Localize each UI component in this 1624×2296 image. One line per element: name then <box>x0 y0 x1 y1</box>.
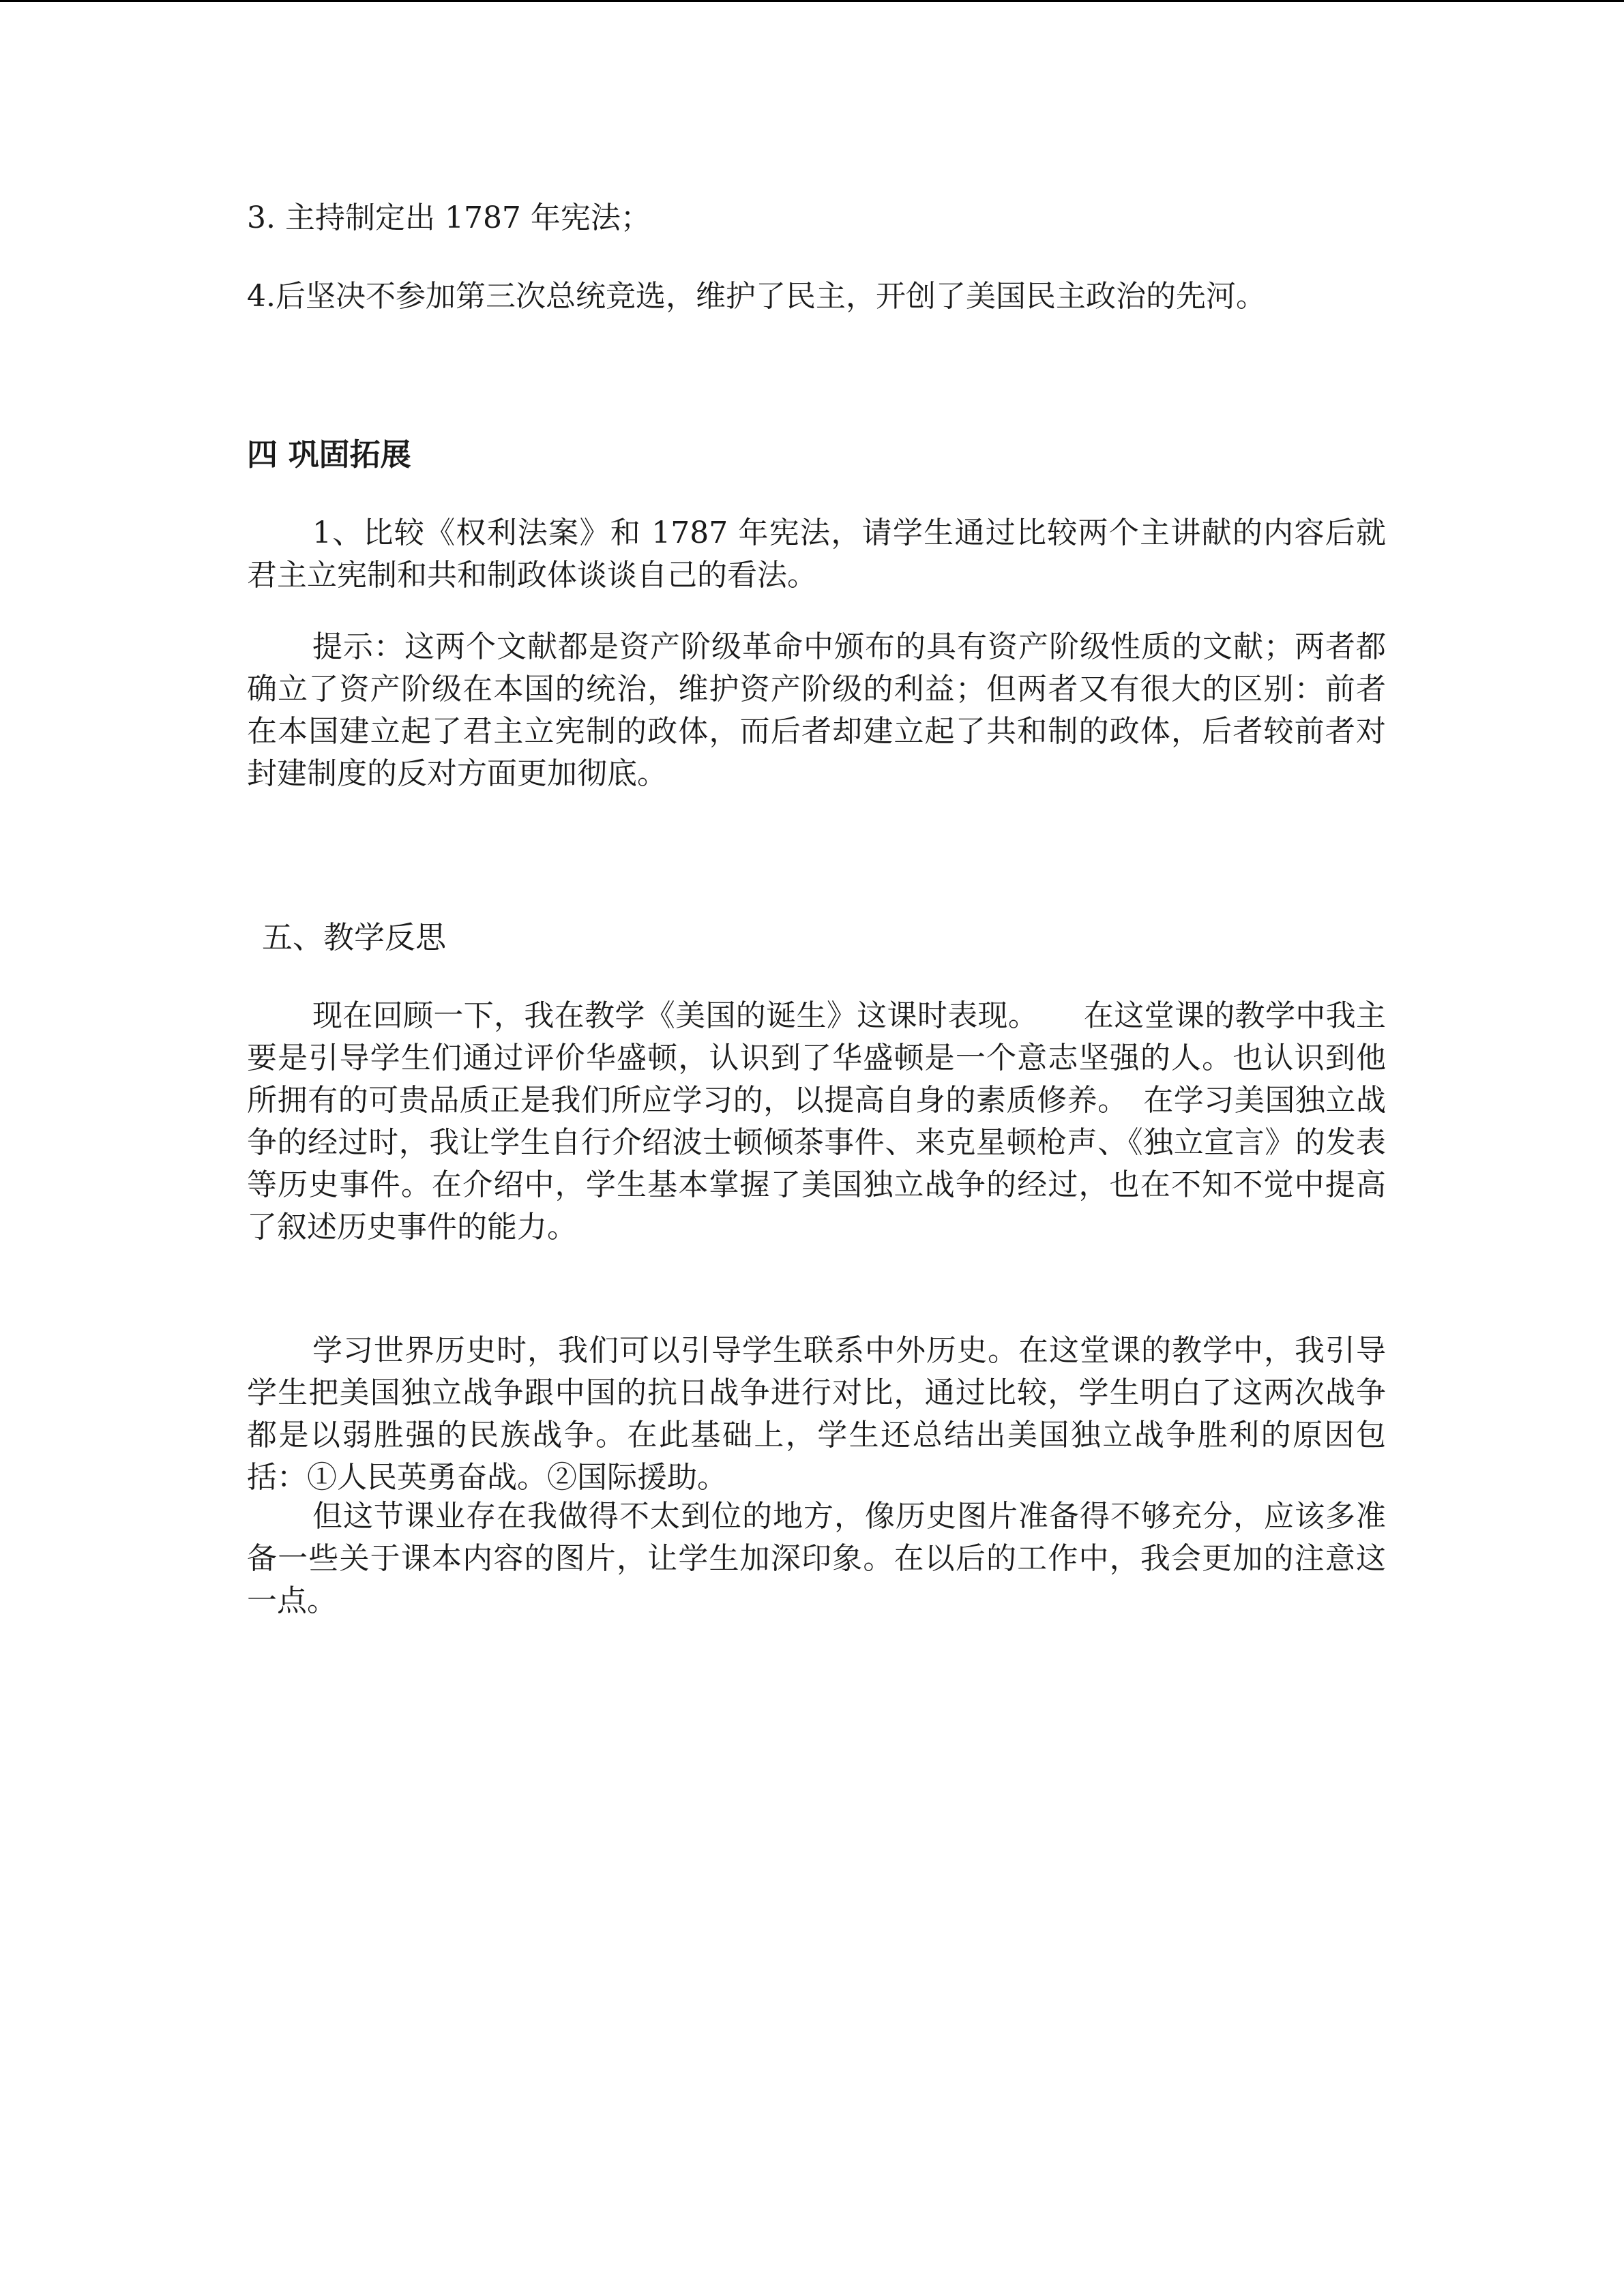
section-5-paragraph-3: 但这节课业存在我做得不太到位的地方，像历史图片准备得不够充分，应该多准备一些关于课本内容的图片，让学生加深印象。在以后的工作中，我会更加的注意这一点。 <box>247 1499 1386 1618</box>
section-5-paragraph-1: 现在回顾一下，我在教学《美国的诞生》这课时表现。 在这堂课的教学中我主要是引导学生们通过评价华盛顿，认识到了华盛顿是一个意志坚强的人。也认识到他所拥有的可贵品质正是我们所应学习的，以提高自身的素质修养。 在学习美国独立战争的经过时，我让学生自行介绍波士顿倾茶事件、来克星顿枪声、《独立宣言》的发表等历史事件。在介绍中，学生基本掌握了美国独立战争的经过，也在不知不觉中提高了叙述历史事件的能力。 <box>247 998 1386 1244</box>
section-5-heading: 五、教学反思 <box>262 919 447 955</box>
section-4-question: 1、比较《权利法案》和 1787 年宪法，请学生通过比较两个主讲献的内容后就君主立宪制和共和制政体谈谈自己的看法。 <box>247 516 1386 593</box>
section-4-heading: 四 巩固拓展 <box>247 436 411 473</box>
list-item-3: 3. 主持制定出 1787 年宪法； <box>247 200 651 235</box>
page-top-border <box>0 0 1624 2</box>
section-4-hint: 提示：这两个文献都是资产阶级革命中颁布的具有资产阶级性质的文献；两者都确立了资产阶级在本国的统治，维护资产阶级的利益；但两者又有很大的区别：前者在本国建立起了君主立宪制的政体，而后者却建立起了共和制的政体，后者较前者对封建制度的反对方面更加彻底。 <box>247 629 1386 791</box>
list-item-4: 4.后坚决不参加第三次总统竞选，维护了民主，开创了美国民主政治的先河。 <box>247 279 1266 314</box>
section-5-paragraph-2: 学习世界历史时，我们可以引导学生联系中外历史。在这堂课的教学中，我引导学生把美国独立战争跟中国的抗日战争进行对比，通过比较，学生明白了这两次战争都是以弱胜强的民族战争。在此基础上，学生还总结出美国独立战争胜利的原因包括：①人民英勇奋战。②国际援助。 <box>247 1333 1386 1495</box>
